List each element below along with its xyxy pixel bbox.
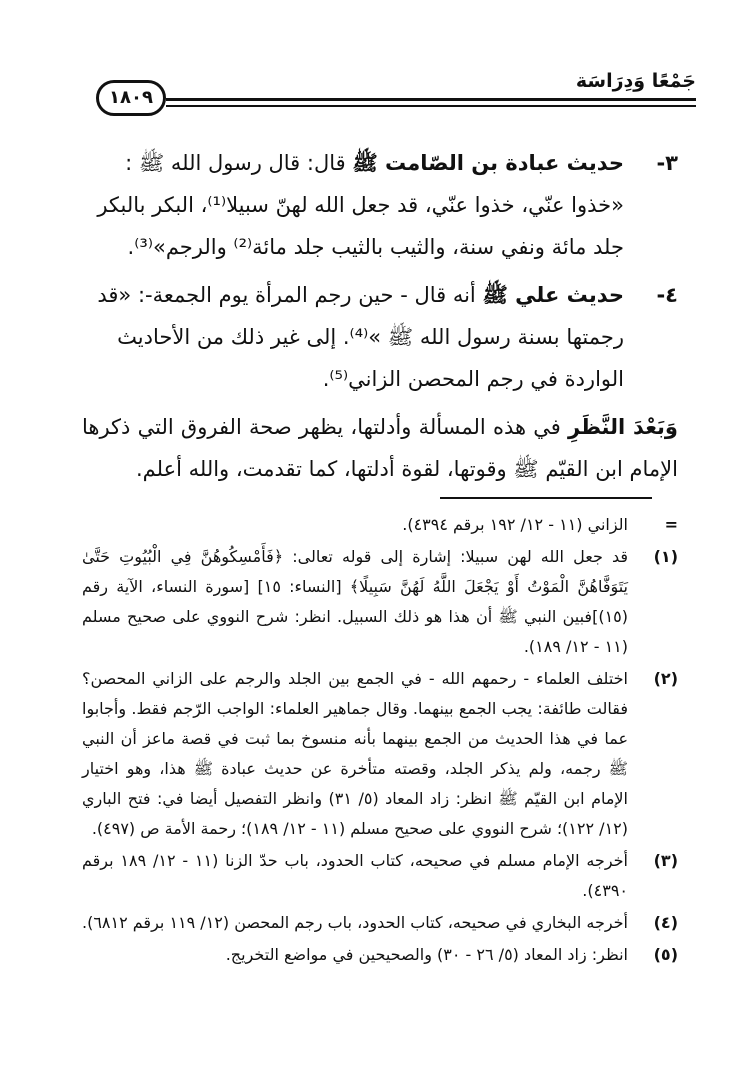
header-rule [166,98,696,101]
footnote-number: = [664,515,678,534]
footnote-text: قد جعل الله لهن سبيلا: إشارة إلى قوله تعالى: ﴿فَأَمْسِكُوهُنَّ فِي الْبُيُوتِ حَتَّىٰ يَتَوَفَّاهُنَّ الْمَوْتُ أَوْ يَجْعَلَ اللَّهُ لَهُنَّ سَبِيلًا﴾ [النساء: ١٥] [سورة النساء، الآية رقم (١٥)]فبين النبي ﷺ أن هذا هو ذلك السبيل. انظر: شرح النووي على صحيح مسلم (١١ - ١٢/ ١٨٩). [82,547,629,656]
footnote [82,664,678,844]
footnotes [82,510,678,972]
footnote [82,510,678,540]
footnote-text: أخرجه الإمام مسلم في صحيحه، كتاب الحدود، باب حدّ الزنا (١١ - ١٢/ ١٨٩ برقم ٤٣٩٠). [82,851,628,900]
item-heading: حديث عبادة بن الصّامت ﷺ [352,151,624,175]
list-item [82,274,678,400]
footnote-number: (٤) [653,913,678,932]
footnote-number: (٢) [653,669,678,688]
list-item [82,142,678,268]
item-number: ٤- [656,283,678,307]
page-number-badge: ١٨٠٩ [96,80,166,116]
footnote [82,940,678,970]
footnote-text: اختلف العلماء - رحمهم الله - في الجمع بين الجلد والرجم على الزاني المحصن؟ فقالت طائفة: يجب الجمع بينهما. وقال جماهير العلماء: الواجب الرّجم فقط. وأجابوا عما في هذا الحديث من الجمع بينهما بأنه منسوخ بما ثبت في قصة ماعز أن النبي ﷺ رجمه، ولم يذكر الجلد، وقصته متأخرة عن حديث عبادة ﷺ هذا، وهو اختيار الإمام ابن القيّم ﷺ انظر: زاد المعاد (٥/ ٣١) وانظر التفصيل أيضا في: فتح الباري (١٢/ ١٢٢)؛ شرح النووي على صحيح مسلم (١١ - ١٢/ ١٨٩)؛ رحمة الأمة ص (٤٩٧). [82,669,628,838]
conclusion-text: في هذه المسألة وأدلتها، يظهر صحة الفروق التي ذكرها الإمام ابن القيّم ﷺ وقوتها، لقوة أدلتها، كما تقدمت، والله أعلم. [82,415,678,481]
footnote-text: أخرجه البخاري في صحيحه، كتاب الحدود، باب رجم المحصن (١٢/ ١١٩ برقم ٦٨١٢). [81,913,628,932]
footnote-separator [440,497,652,499]
item-heading: حديث علي ﷺ [482,283,624,307]
item-text: أنه قال - حين رجم المرأة يوم الجمعة-: «قد رجمتها بسنة رسول الله ﷺ »⁽⁴⁾. إلى غير ذلك من الأحاديث الواردة في رجم المحصن الزاني⁽⁵⁾. [97,283,624,391]
item-number: ٣- [656,151,678,175]
footnote-text: الزاني (١١ - ١٢/ ١٩٢ برقم ٤٣٩٤). [402,515,628,534]
footnote [82,542,678,662]
footnote-number: (٣) [653,851,678,870]
footnote-number: (١) [653,547,678,566]
running-title: جَمْعًا وَدِرَاسَة [575,70,696,92]
footnote [82,908,678,938]
footnote-number: (٥) [653,945,678,964]
page-header [96,64,696,124]
item-text: قال: قال رسول الله ﷺ : «خذوا عنّي، خذوا عنّي، قد جعل الله لهنّ سبيلا⁽¹⁾، البكر بالبكر جلد مائة ونفي سنة، والثيب بالثيب جلد مائة⁽²⁾ والرجم»⁽³⁾. [97,151,624,259]
main-text [82,142,678,490]
conclusion-paragraph [82,406,678,490]
footnote [82,846,678,906]
footnote-text: انظر: زاد المعاد (٥/ ٢٦ - ٣٠) والصحيحين في مواضع التخريج. [225,945,628,964]
conclusion-lead: وَبَعْدَ النَّظَرِ [568,415,678,439]
header-rule-thin [166,105,696,107]
